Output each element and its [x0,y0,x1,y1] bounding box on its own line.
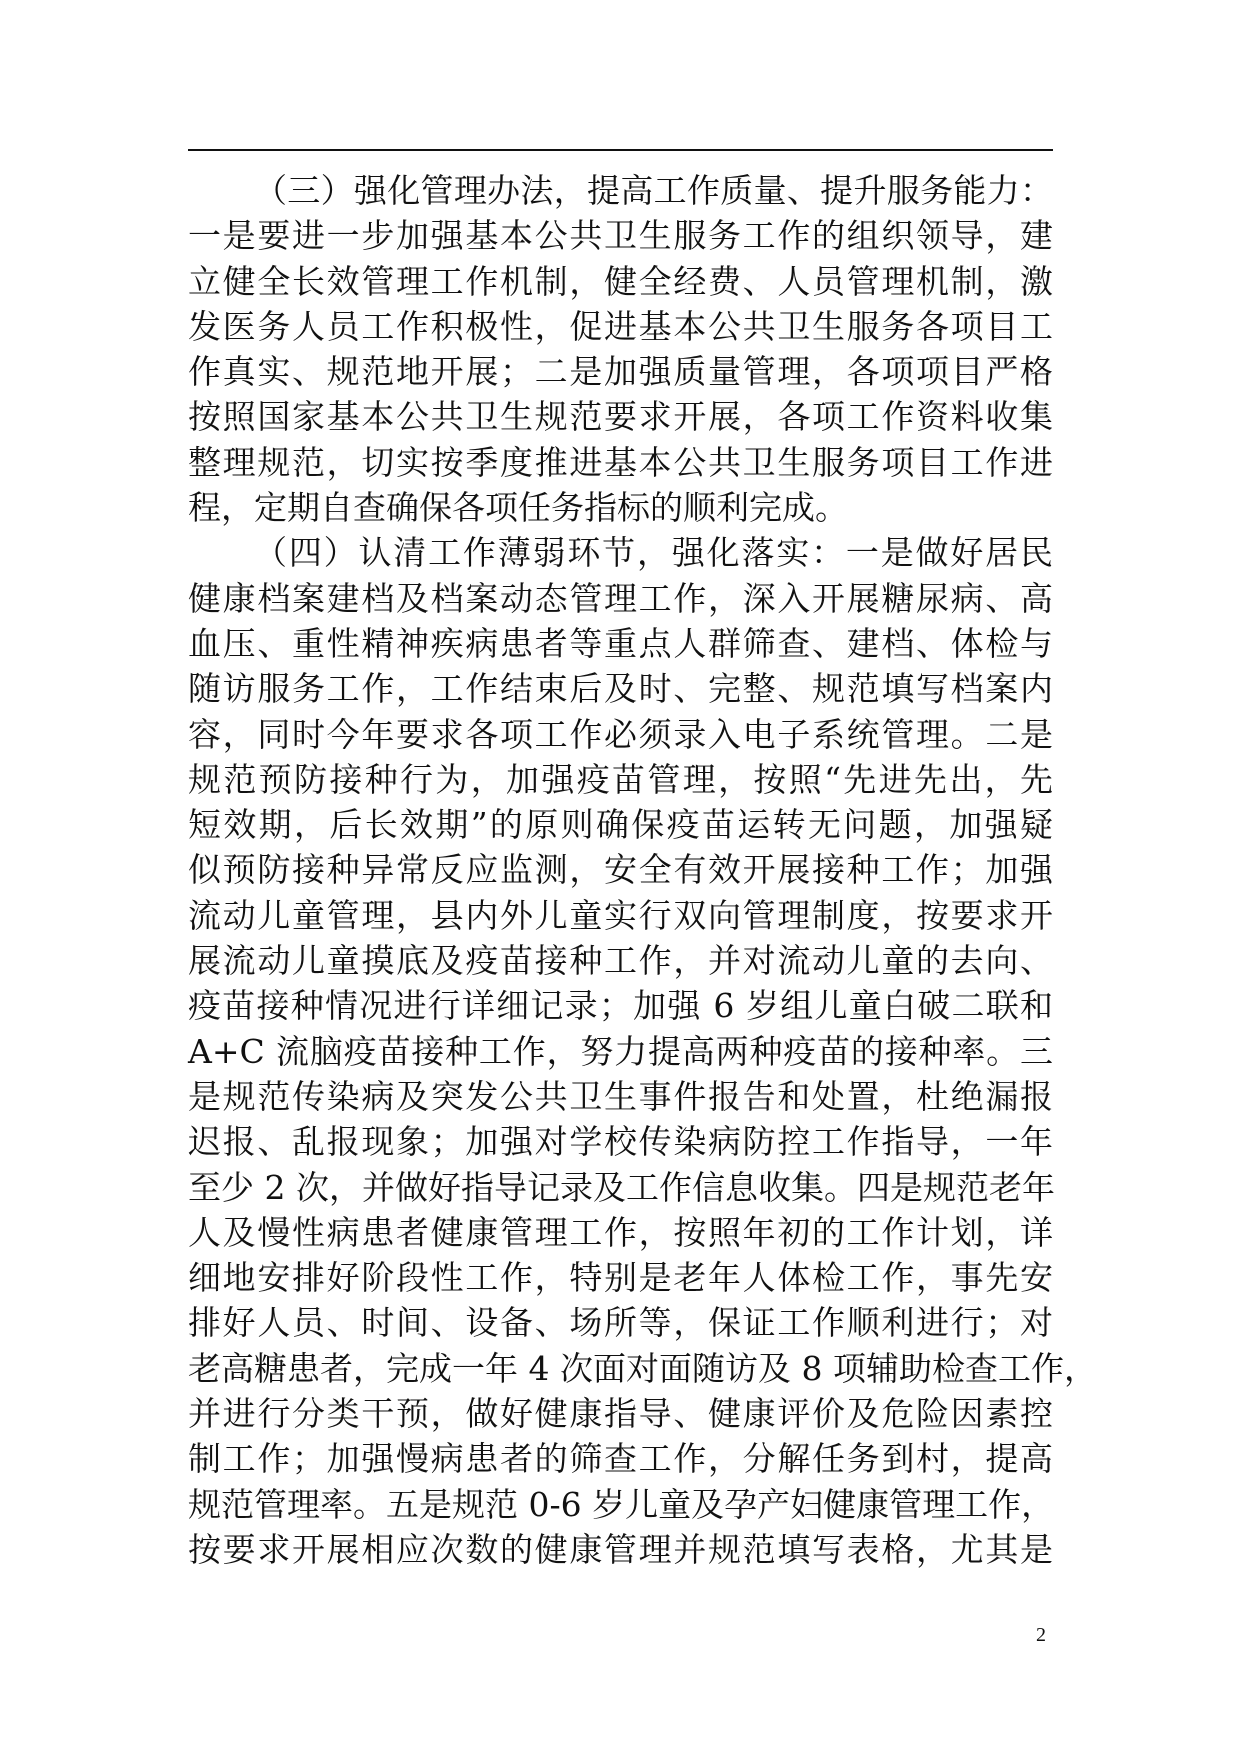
text-line: 规范预防接种行为，加强疫苗管理，按照“先进先出，先 [188,759,1053,799]
text-line: 至少 2 次，并做好指导记录及工作信息收集。四是规范老年 [188,1167,1055,1207]
text-line: 血压、重性精神疾病患者等重点人群筛查、建档、体检与 [188,623,1053,663]
text-line: 似预防接种异常反应监测，安全有效开展接种工作；加强 [188,850,1053,890]
text-line: 短效期，后长效期”的原则确保疫苗运转无问题，加强疑 [188,805,1053,845]
text-line: （四）认清工作薄弱环节，强化落实：一是做好居民 [254,533,1053,573]
text-line: 制工作；加强慢病患者的筛查工作，分解任务到村，提高 [188,1439,1053,1479]
text-line: 展流动儿童摸底及疫苗接种工作，并对流动儿童的去向、 [188,941,1053,981]
text-line: 按照国家基本公共卫生规范要求开展，各项工作资料收集 [188,397,1053,437]
text-line: 老高糖患者，完成一年 4 次面对面随访及 8 项辅助检查工作， [188,1348,1097,1388]
text-line: 立健全长效管理工作机制，健全经费、人员管理机制，激 [188,261,1053,301]
text-line: 作真实、规范地开展；二是加强质量管理，各项项目严格 [188,352,1053,392]
text-line: （三）强化管理办法，提高工作质量、提升服务能力： [254,171,1053,210]
body-text [188,168,1097,1572]
text-line: 整理规范，切实按季度推进基本公共卫生服务项目工作进 [188,442,1053,482]
paragraph-section-3 [188,168,1053,530]
text-line: 是规范传染病及突发公共卫生事件报告和处置，杜绝漏报 [188,1076,1053,1116]
text-line: 按要求开展相应次数的健康管理并规范填写表格，尤其是 [188,1529,1053,1569]
text-line: 并进行分类干预，做好健康指导、健康评价及危险因素控 [188,1394,1053,1434]
text-line: 容，同时今年要求各项工作必须录入电子系统管理。二是 [188,714,1053,754]
text-line: 流动儿童管理，县内外儿童实行双向管理制度，按要求开 [188,895,1053,935]
text-line: 健康档案建档及档案动态管理工作，深入开展糖尿病、高 [188,578,1053,618]
header-rule [188,149,1053,151]
text-line: 一是要进一步加强基本公共卫生服务工作的组织领导，建 [188,216,1053,256]
text-line: A+C 流脑疫苗接种工作，努力提高两种疫苗的接种率。三 [188,1031,1053,1071]
text-line: 发医务人员工作积极性，促进基本公共卫生服务各项目工 [188,306,1053,346]
text-line: 随访服务工作，工作结束后及时、完整、规范填写档案内 [188,669,1053,709]
text-line: 程，定期自查确保各项任务指标的顺利完成。 [188,488,848,528]
page-number: 2 [1036,1624,1046,1646]
paragraph-section-4 [188,530,1097,1572]
text-line: 细地安排好阶段性工作，特别是老年人体检工作，事先安 [188,1258,1053,1298]
text-line: 排好人员、时间、设备、场所等，保证工作顺利进行；对 [188,1303,1053,1343]
text-line: 规范管理率。五是规范 0-6 岁儿童及孕产妇健康管理工作， [188,1484,1055,1524]
text-line: 人及慢性病患者健康管理工作，按照年初的工作计划，详 [188,1212,1053,1252]
text-line: 疫苗接种情况进行详细记录；加强 6 岁组儿童白破二联和 [188,986,1053,1026]
text-line: 迟报、乱报现象；加强对学校传染病防控工作指导，一年 [188,1122,1053,1162]
